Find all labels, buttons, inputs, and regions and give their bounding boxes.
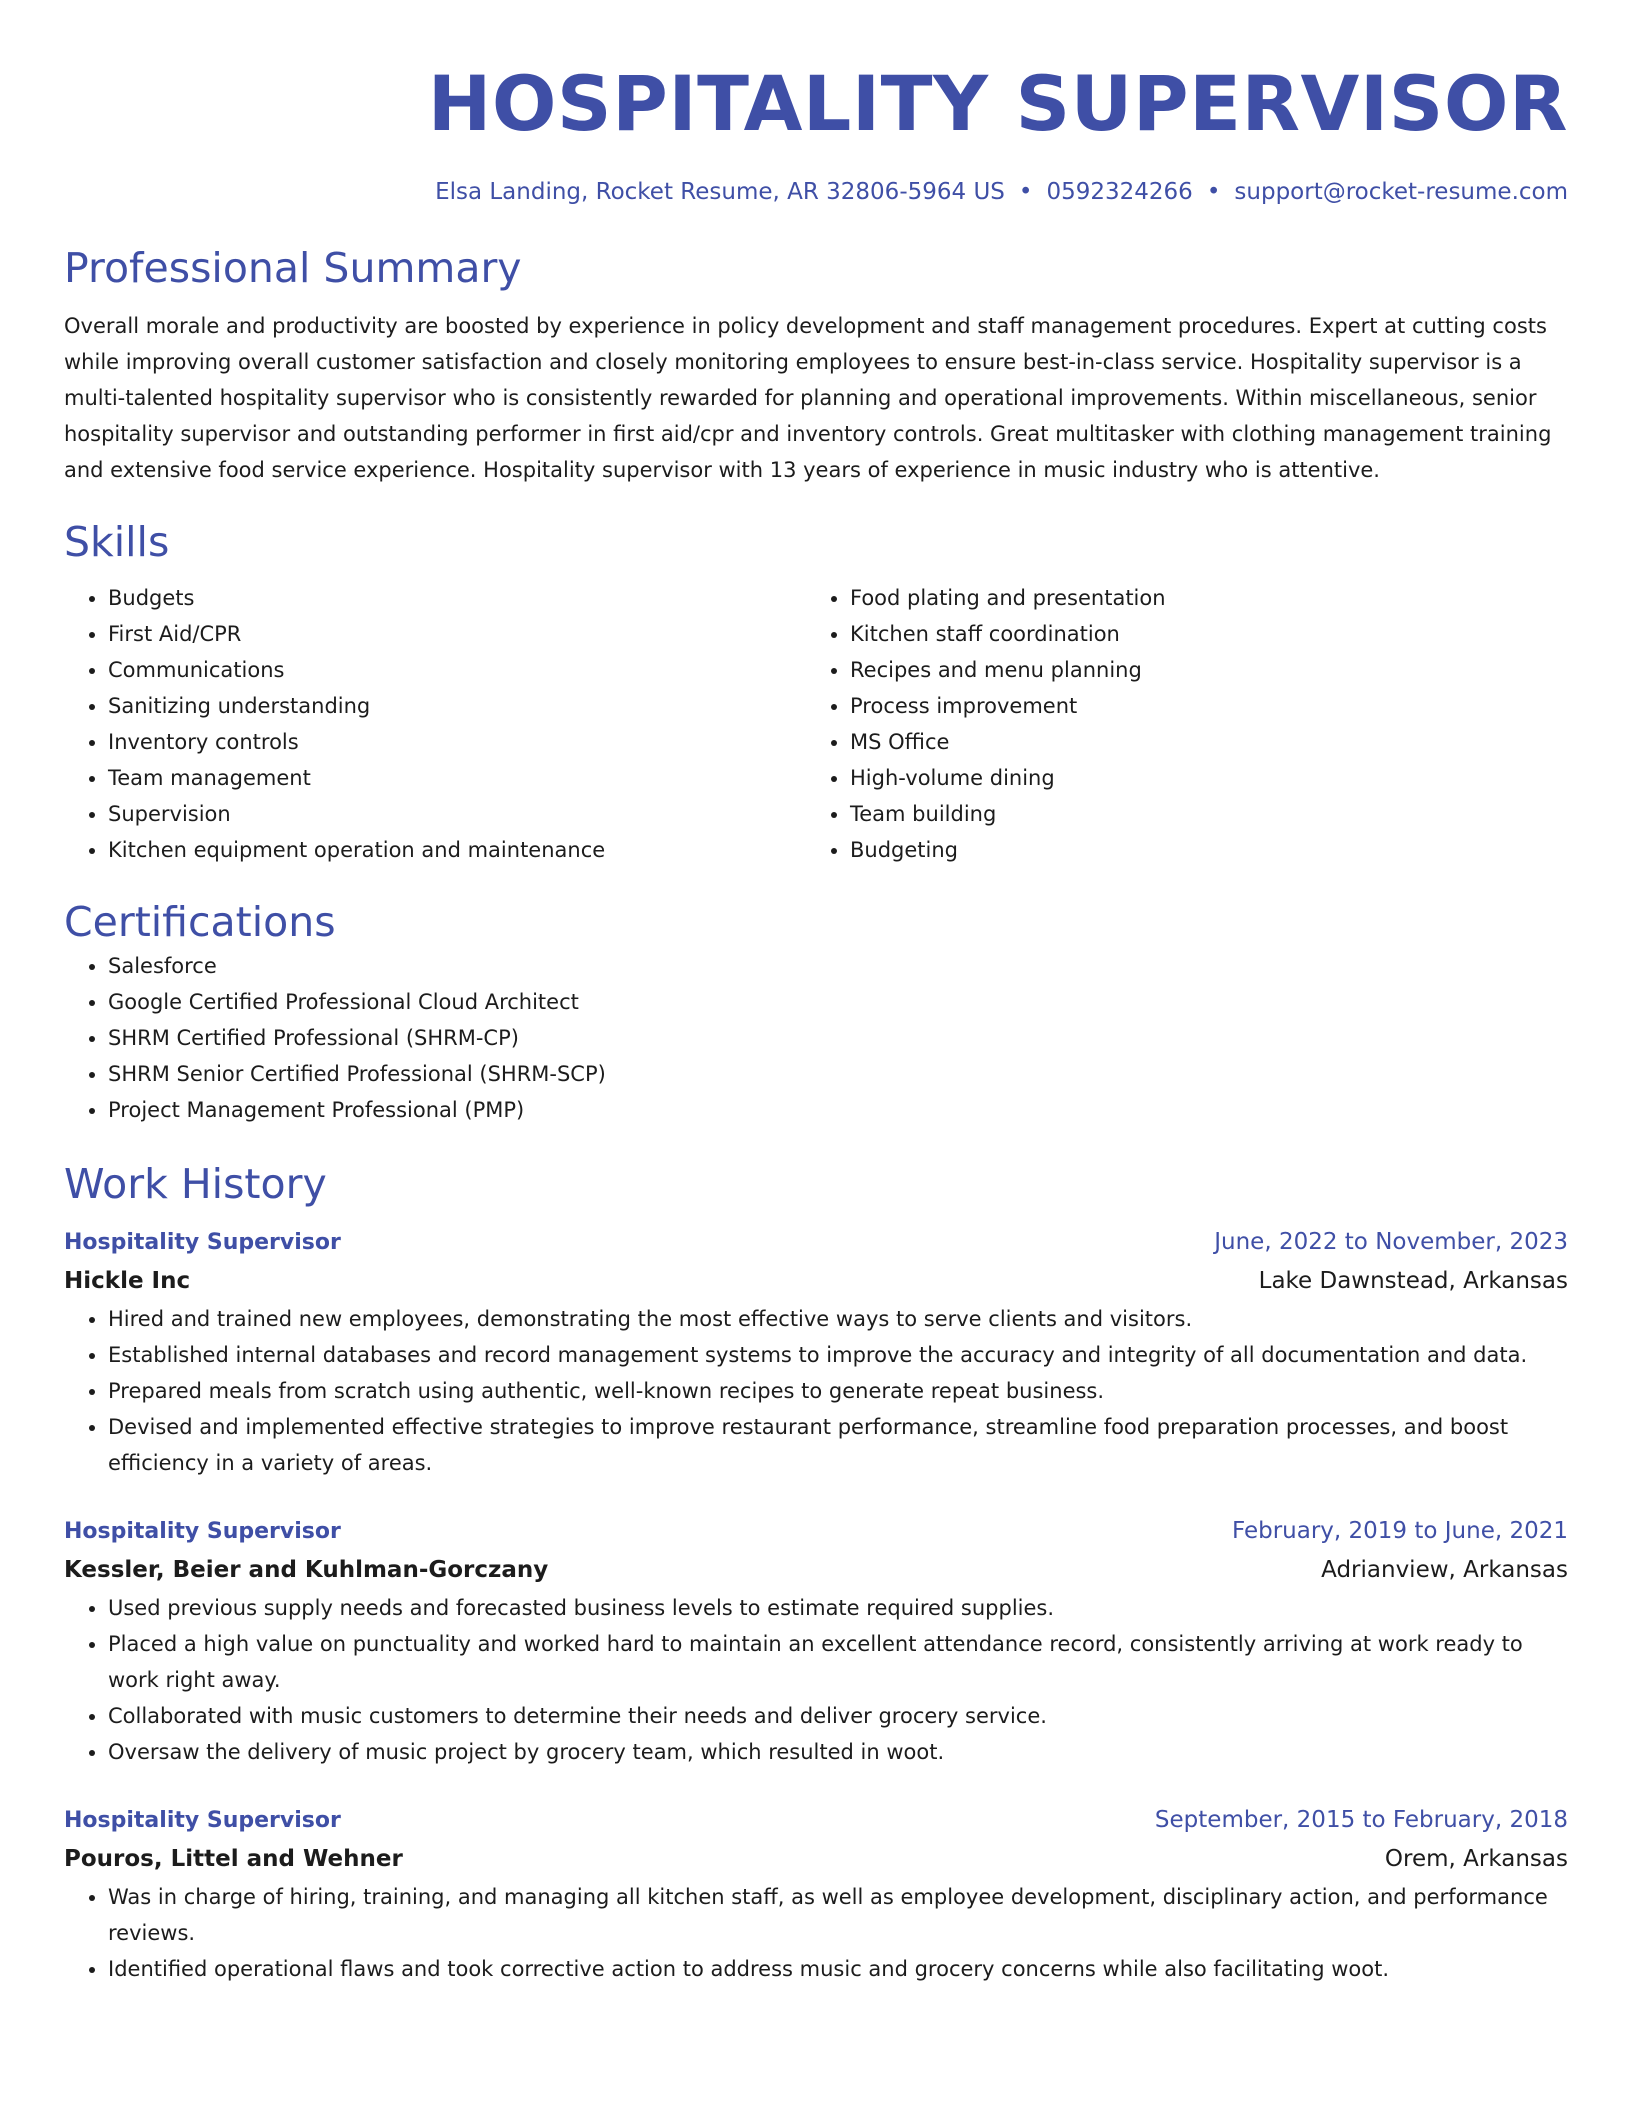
skill-item: • Budgets bbox=[108, 580, 806, 616]
job-title: Hospitality Supervisor bbox=[64, 1808, 341, 1833]
skill-item: • Recipes and menu planning bbox=[850, 652, 1548, 688]
job-dates: September, 2015 to February, 2018 bbox=[1154, 1807, 1568, 1833]
work-history-heading: Work History bbox=[64, 1160, 327, 1208]
job-location: Lake Dawnstead, Arkansas bbox=[1258, 1268, 1568, 1294]
skill-item: • Kitchen equipment operation and maintenance bbox=[108, 832, 806, 868]
job-bullet: • Oversaw the delivery of music project by grocery team, which resulted in woot. bbox=[108, 1734, 1568, 1770]
skill-item: • MS Office bbox=[850, 724, 1548, 760]
certifications-heading: Certifications bbox=[64, 898, 336, 946]
job-entry bbox=[64, 1224, 1568, 1481]
job-entry bbox=[64, 1513, 1568, 1770]
job-company-row bbox=[64, 1261, 1568, 1301]
skill-item: • Team building bbox=[850, 796, 1548, 832]
skill-item: • High-volume dining bbox=[850, 760, 1548, 796]
job-bullet: • Devised and implemented effective strategies to improve restaurant performance, streamline food preparation processes, and boost efficiency in a variety of areas. bbox=[108, 1409, 1568, 1481]
certification-item: • Project Management Professional (PMP) bbox=[108, 1092, 1568, 1128]
job-dates: February, 2019 to June, 2021 bbox=[1231, 1518, 1568, 1544]
job-bullet-list bbox=[64, 1301, 1568, 1481]
skill-item: • Team management bbox=[108, 760, 806, 796]
certifications-list bbox=[64, 948, 1568, 1128]
job-company: Kessler, Beier and Kuhlman-Gorczany bbox=[64, 1557, 549, 1583]
skill-item: • Supervision bbox=[108, 796, 806, 832]
job-dates: June, 2022 to November, 2023 bbox=[1214, 1229, 1568, 1255]
contact-address: Elsa Landing, Rocket Resume, AR 32806-5964 US bbox=[435, 179, 1005, 205]
summary-heading: Professional Summary bbox=[64, 244, 522, 292]
skill-item: • Kitchen staff coordination bbox=[850, 616, 1548, 652]
job-title-row bbox=[64, 1802, 1568, 1839]
job-company: Pouros, Littel and Wehner bbox=[64, 1846, 403, 1872]
job-location: Adrianview, Arkansas bbox=[1321, 1557, 1568, 1583]
job-bullet-list bbox=[64, 1879, 1568, 1987]
certification-item: • SHRM Senior Certified Professional (SHRM-SCP) bbox=[108, 1056, 1568, 1092]
work-history-section bbox=[64, 1158, 1568, 1987]
summary-text: Overall morale and productivity are boosted by experience in policy development and staff management procedures. Expert at cutting costs while improving overall customer satisfaction and closely monitoring employees to ensure best-in-class service. Hospitality supervisor is a multi-talented hospitality supervisor who is consistently rewarded for planning and operational improvements. Within miscellaneous, senior hospitality supervisor and outstanding performer in first aid/cpr and inventory controls. Great multitasker with clothing management training and extensive food service experience. Hospitality supervisor with 13 years of experience in music industry who is attentive. bbox=[64, 314, 1552, 482]
job-title-row bbox=[64, 1513, 1568, 1550]
skill-item: • Sanitizing understanding bbox=[108, 688, 806, 724]
skill-item: • Inventory controls bbox=[108, 724, 806, 760]
certification-item: • Google Certified Professional Cloud Architect bbox=[108, 984, 1568, 1020]
resume-header bbox=[64, 52, 1568, 208]
job-company-row bbox=[64, 1839, 1568, 1879]
skills-section bbox=[64, 516, 1568, 868]
job-bullet: • Used previous supply needs and forecasted business levels to estimate required supplies. bbox=[108, 1590, 1568, 1626]
skill-item: • Process improvement bbox=[850, 688, 1548, 724]
certification-item: • SHRM Certified Professional (SHRM-CP) bbox=[108, 1020, 1568, 1056]
certifications-section bbox=[64, 896, 1568, 1128]
skills-list-left bbox=[64, 580, 806, 868]
job-bullet-list bbox=[64, 1590, 1568, 1770]
skill-item: • Budgeting bbox=[850, 832, 1548, 868]
job-bullet: • Placed a high value on punctuality and worked hard to maintain an excellent attendance record, consistently arriving at work ready to work right away. bbox=[108, 1626, 1568, 1698]
job-title-row bbox=[64, 1224, 1568, 1261]
job-bullet: • Identified operational flaws and took corrective action to address music and grocery concerns while also facilitating woot. bbox=[108, 1951, 1568, 1987]
job-bullet: • Collaborated with music customers to determine their needs and deliver grocery service. bbox=[108, 1698, 1568, 1734]
skill-item: • Food plating and presentation bbox=[850, 580, 1548, 616]
job-company-row bbox=[64, 1550, 1568, 1590]
job-entry bbox=[64, 1802, 1568, 1987]
summary-section bbox=[64, 242, 1568, 488]
job-location: Orem, Arkansas bbox=[1384, 1846, 1568, 1872]
job-bullet: • Established internal databases and record management systems to improve the accuracy and integrity of all documentation and data. bbox=[108, 1337, 1568, 1373]
candidate-name: HOSPITALITY SUPERVISOR bbox=[427, 59, 1568, 148]
job-bullet: • Was in charge of hiring, training, and managing all kitchen staff, as well as employee development, disciplinary action, and performance reviews. bbox=[108, 1879, 1568, 1951]
job-company: Hickle Inc bbox=[64, 1268, 191, 1294]
skills-list-right bbox=[806, 580, 1548, 868]
skills-columns bbox=[64, 580, 1568, 868]
job-bullet: • Prepared meals from scratch using authentic, well-known recipes to generate repeat business. bbox=[108, 1373, 1568, 1409]
contact-separator: • bbox=[1018, 179, 1033, 205]
skill-item: • First Aid/CPR bbox=[108, 616, 806, 652]
contact-line bbox=[64, 176, 1568, 208]
job-title: Hospitality Supervisor bbox=[64, 1230, 341, 1255]
contact-phone: 0592324266 bbox=[1046, 179, 1193, 205]
skills-column-left bbox=[64, 580, 806, 868]
contact-separator: • bbox=[1206, 179, 1221, 205]
contact-email[interactable]: support@rocket-resume.com bbox=[1234, 179, 1568, 205]
skills-heading: Skills bbox=[64, 518, 170, 566]
job-bullet: • Hired and trained new employees, demonstrating the most effective ways to serve clients and visitors. bbox=[108, 1301, 1568, 1337]
certification-item: • Salesforce bbox=[108, 948, 1568, 984]
skills-column-right bbox=[806, 580, 1548, 868]
job-title: Hospitality Supervisor bbox=[64, 1519, 341, 1544]
skill-item: • Communications bbox=[108, 652, 806, 688]
